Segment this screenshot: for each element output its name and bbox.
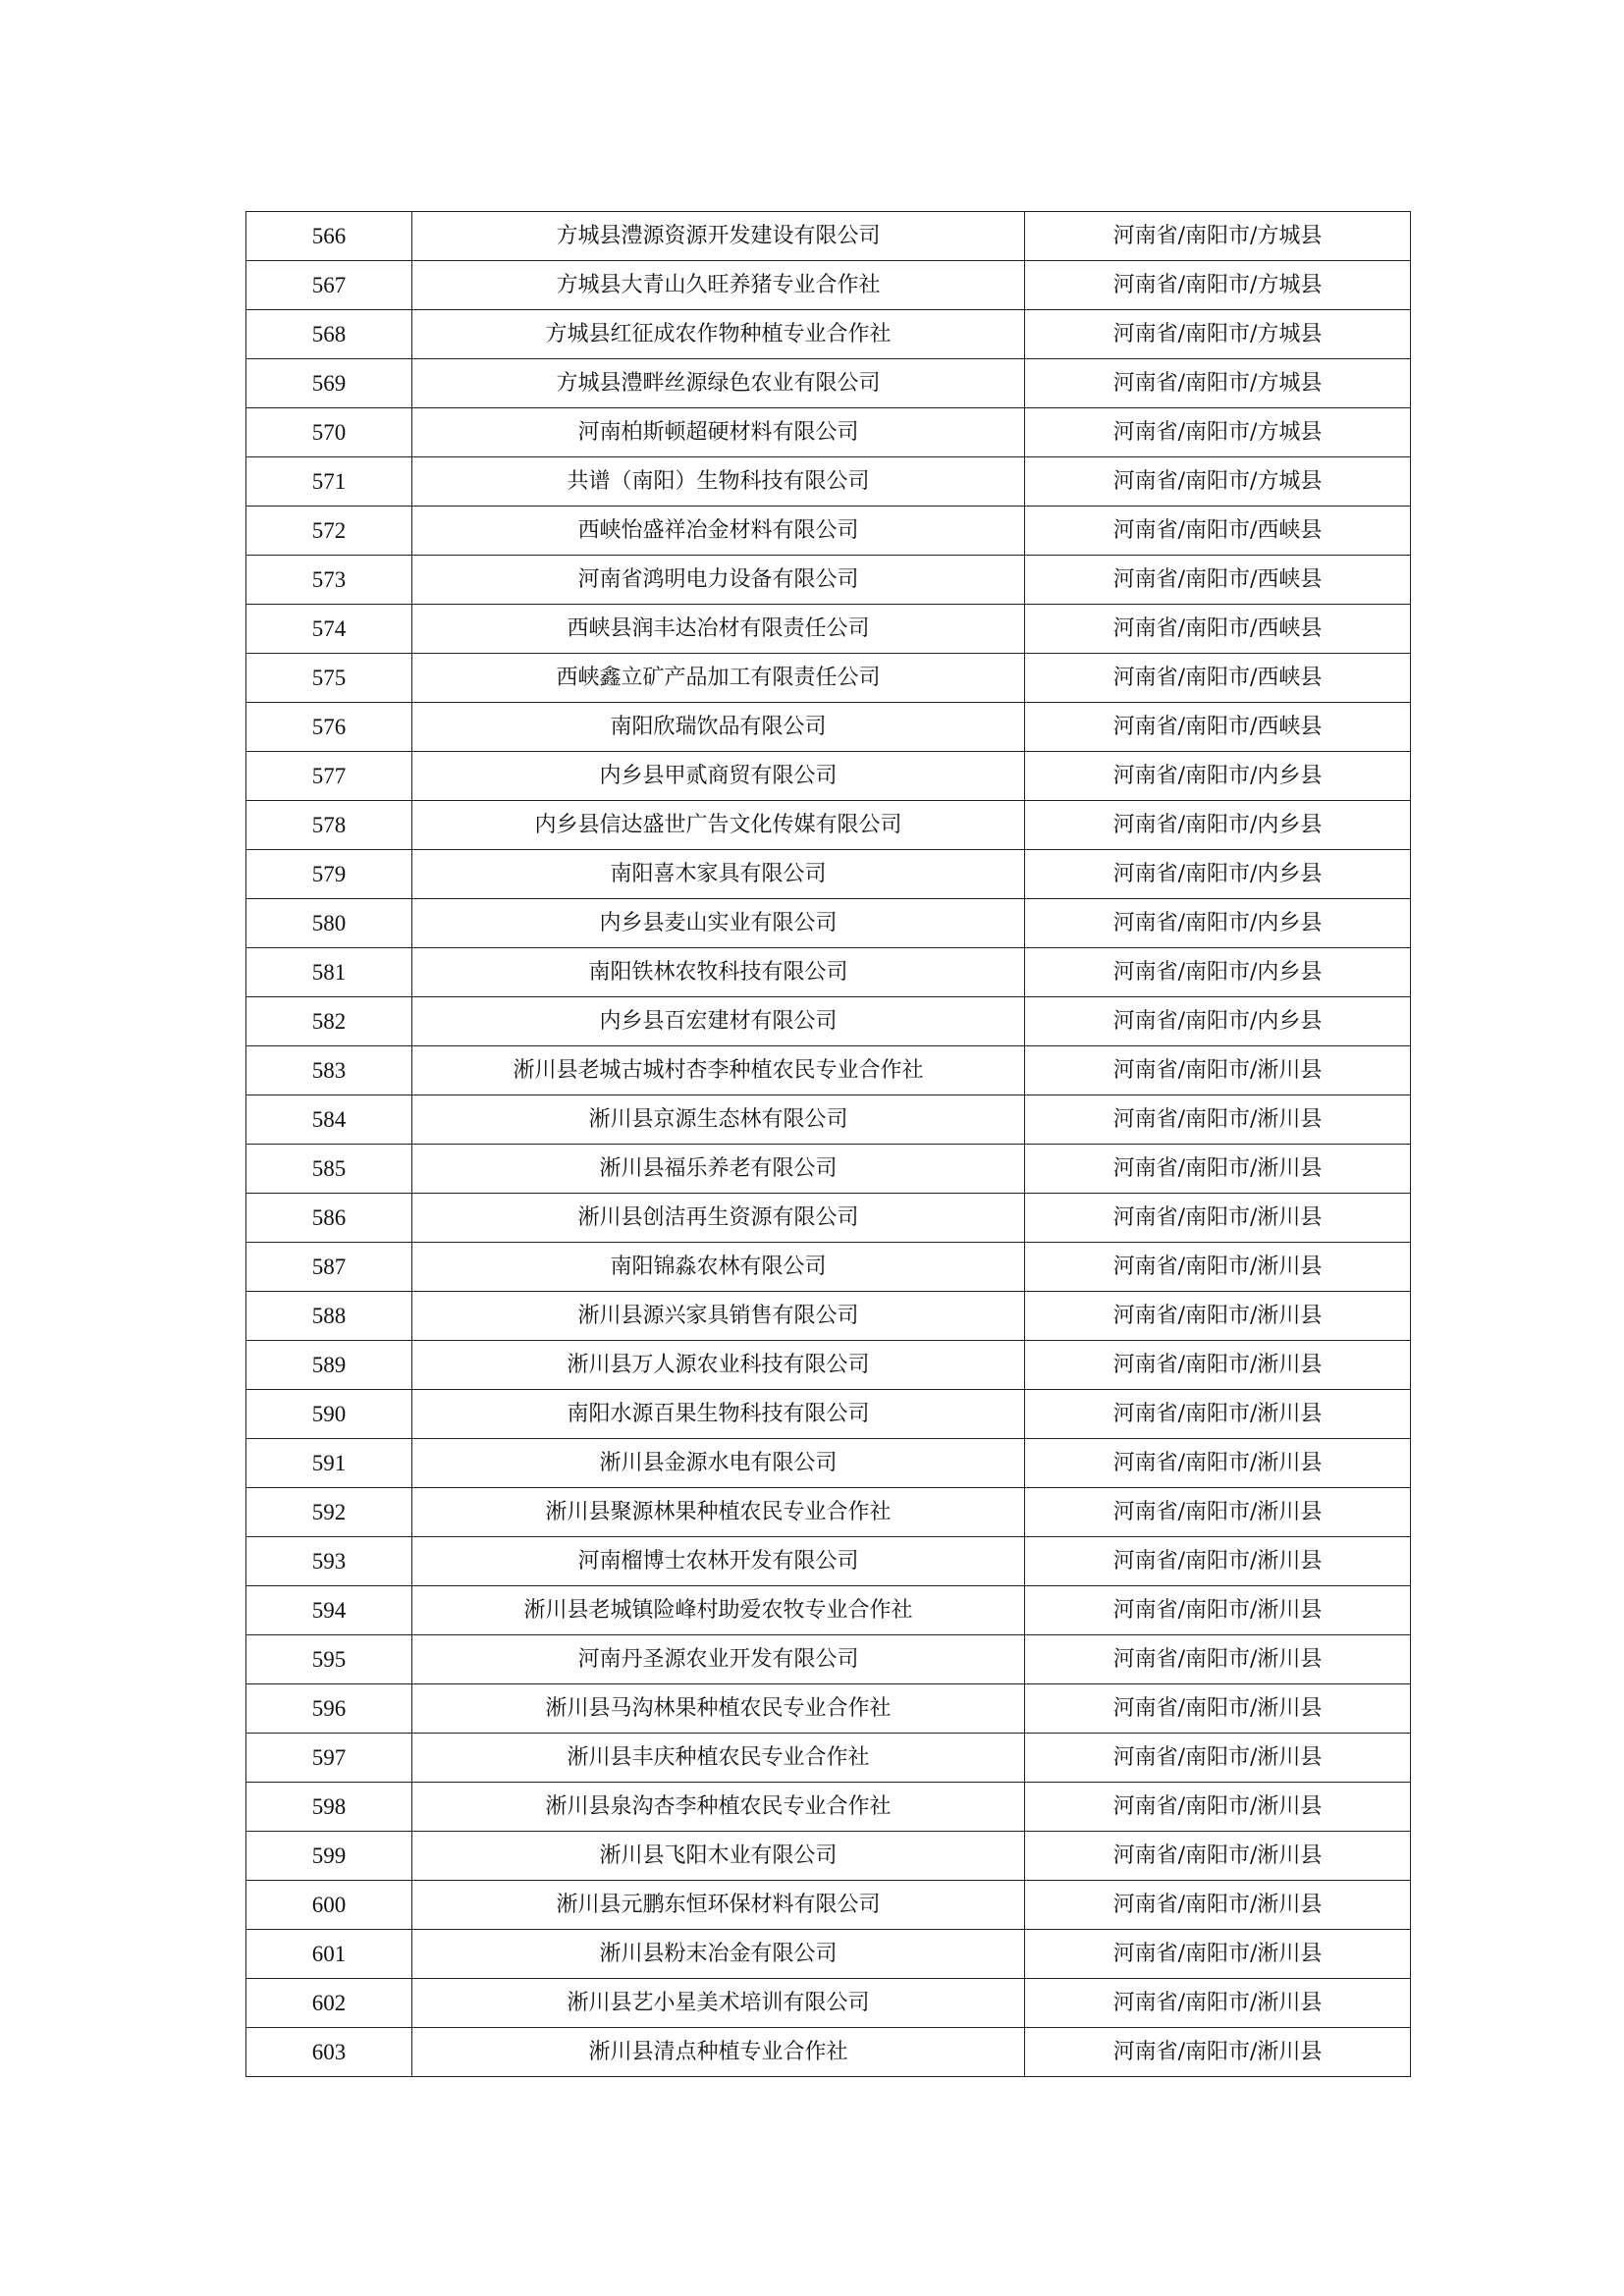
table-row <box>246 261 1411 310</box>
row-number: 575 <box>246 654 412 703</box>
company-name: 共谱（南阳）生物科技有限公司 <box>412 457 1025 507</box>
row-number: 583 <box>246 1046 412 1095</box>
table-row <box>246 1390 1411 1439</box>
region: 河南省/南阳市/淅川县 <box>1025 1635 1411 1684</box>
region: 河南省/南阳市/淅川县 <box>1025 1684 1411 1734</box>
company-name: 淅川县艺小星美术培训有限公司 <box>412 1979 1025 2028</box>
row-number: 595 <box>246 1635 412 1684</box>
row-number: 586 <box>246 1194 412 1243</box>
region: 河南省/南阳市/西峡县 <box>1025 654 1411 703</box>
row-number: 573 <box>246 556 412 605</box>
region: 河南省/南阳市/内乡县 <box>1025 850 1411 899</box>
company-name: 西峡鑫立矿产品加工有限责任公司 <box>412 654 1025 703</box>
table-row <box>246 507 1411 556</box>
company-name: 南阳喜木家具有限公司 <box>412 850 1025 899</box>
row-number: 591 <box>246 1439 412 1488</box>
company-name: 淅川县元鹏东恒环保材料有限公司 <box>412 1881 1025 1930</box>
company-name: 淅川县老城古城村杏李种植农民专业合作社 <box>412 1046 1025 1095</box>
table-row <box>246 1439 1411 1488</box>
row-number: 603 <box>246 2028 412 2077</box>
region: 河南省/南阳市/方城县 <box>1025 310 1411 359</box>
row-number: 599 <box>246 1832 412 1881</box>
company-name: 淅川县创洁再生资源有限公司 <box>412 1194 1025 1243</box>
region: 河南省/南阳市/西峡县 <box>1025 703 1411 752</box>
row-number: 582 <box>246 997 412 1046</box>
region: 河南省/南阳市/淅川县 <box>1025 1979 1411 2028</box>
row-number: 581 <box>246 948 412 997</box>
row-number: 574 <box>246 605 412 654</box>
table-row <box>246 408 1411 457</box>
table-row <box>246 997 1411 1046</box>
region: 河南省/南阳市/内乡县 <box>1025 899 1411 948</box>
company-name: 方城县红征成农作物种植专业合作社 <box>412 310 1025 359</box>
company-name: 方城县澧源资源开发建设有限公司 <box>412 212 1025 261</box>
company-name: 淅川县源兴家具销售有限公司 <box>412 1292 1025 1341</box>
company-name: 西峡怡盛祥冶金材料有限公司 <box>412 507 1025 556</box>
company-name: 淅川县泉沟杏李种植农民专业合作社 <box>412 1783 1025 1832</box>
row-number: 590 <box>246 1390 412 1439</box>
company-name: 南阳水源百果生物科技有限公司 <box>412 1390 1025 1439</box>
table-row <box>246 1095 1411 1145</box>
region: 河南省/南阳市/淅川县 <box>1025 1930 1411 1979</box>
table-body <box>246 212 1411 2077</box>
table-row <box>246 948 1411 997</box>
table-row <box>246 1684 1411 1734</box>
table-row <box>246 605 1411 654</box>
region: 河南省/南阳市/方城县 <box>1025 359 1411 408</box>
table-row <box>246 1243 1411 1292</box>
region: 河南省/南阳市/西峡县 <box>1025 605 1411 654</box>
row-number: 593 <box>246 1537 412 1586</box>
row-number: 584 <box>246 1095 412 1145</box>
row-number: 578 <box>246 801 412 850</box>
company-name: 内乡县百宏建材有限公司 <box>412 997 1025 1046</box>
table-row <box>246 310 1411 359</box>
table-row <box>246 899 1411 948</box>
company-name: 淅川县金源水电有限公司 <box>412 1439 1025 1488</box>
region: 河南省/南阳市/方城县 <box>1025 457 1411 507</box>
row-number: 585 <box>246 1145 412 1194</box>
table-row <box>246 1734 1411 1783</box>
region: 河南省/南阳市/内乡县 <box>1025 997 1411 1046</box>
row-number: 568 <box>246 310 412 359</box>
region: 河南省/南阳市/淅川县 <box>1025 1537 1411 1586</box>
company-name: 内乡县信达盛世广告文化传媒有限公司 <box>412 801 1025 850</box>
company-name: 内乡县麦山实业有限公司 <box>412 899 1025 948</box>
region: 河南省/南阳市/淅川县 <box>1025 1439 1411 1488</box>
region: 河南省/南阳市/淅川县 <box>1025 2028 1411 2077</box>
row-number: 576 <box>246 703 412 752</box>
row-number: 567 <box>246 261 412 310</box>
region: 河南省/南阳市/淅川县 <box>1025 1783 1411 1832</box>
company-name: 方城县大青山久旺养猪专业合作社 <box>412 261 1025 310</box>
row-number: 594 <box>246 1586 412 1635</box>
table-row <box>246 2028 1411 2077</box>
company-name: 淅川县清点种植专业合作社 <box>412 2028 1025 2077</box>
row-number: 589 <box>246 1341 412 1390</box>
row-number: 572 <box>246 507 412 556</box>
region: 河南省/南阳市/淅川县 <box>1025 1488 1411 1537</box>
company-name: 淅川县粉末冶金有限公司 <box>412 1930 1025 1979</box>
table-row <box>246 752 1411 801</box>
region: 河南省/南阳市/淅川县 <box>1025 1832 1411 1881</box>
table-row <box>246 359 1411 408</box>
table-row <box>246 1292 1411 1341</box>
company-name: 方城县澧畔丝源绿色农业有限公司 <box>412 359 1025 408</box>
table-row <box>246 1586 1411 1635</box>
row-number: 571 <box>246 457 412 507</box>
table-row <box>246 1783 1411 1832</box>
region: 河南省/南阳市/西峡县 <box>1025 507 1411 556</box>
company-name: 河南柏斯顿超硬材料有限公司 <box>412 408 1025 457</box>
row-number: 580 <box>246 899 412 948</box>
company-name: 河南丹圣源农业开发有限公司 <box>412 1635 1025 1684</box>
row-number: 600 <box>246 1881 412 1930</box>
company-name: 河南省鸿明电力设备有限公司 <box>412 556 1025 605</box>
table-row <box>246 1046 1411 1095</box>
table-row <box>246 1145 1411 1194</box>
row-number: 596 <box>246 1684 412 1734</box>
company-name: 淅川县万人源农业科技有限公司 <box>412 1341 1025 1390</box>
company-name: 南阳欣瑞饮品有限公司 <box>412 703 1025 752</box>
table-row <box>246 1488 1411 1537</box>
row-number: 566 <box>246 212 412 261</box>
company-name: 淅川县聚源林果种植农民专业合作社 <box>412 1488 1025 1537</box>
table-row <box>246 703 1411 752</box>
table-row <box>246 1832 1411 1881</box>
region: 河南省/南阳市/淅川县 <box>1025 1194 1411 1243</box>
region: 河南省/南阳市/淅川县 <box>1025 1292 1411 1341</box>
region: 河南省/南阳市/西峡县 <box>1025 556 1411 605</box>
company-name: 南阳铁林农牧科技有限公司 <box>412 948 1025 997</box>
region: 河南省/南阳市/淅川县 <box>1025 1046 1411 1095</box>
table-row <box>246 1341 1411 1390</box>
region: 河南省/南阳市/淅川县 <box>1025 1145 1411 1194</box>
region: 河南省/南阳市/淅川县 <box>1025 1586 1411 1635</box>
row-number: 587 <box>246 1243 412 1292</box>
row-number: 579 <box>246 850 412 899</box>
region: 河南省/南阳市/淅川县 <box>1025 1095 1411 1145</box>
company-name: 南阳锦淼农林有限公司 <box>412 1243 1025 1292</box>
row-number: 597 <box>246 1734 412 1783</box>
table-row <box>246 457 1411 507</box>
region: 河南省/南阳市/淅川县 <box>1025 1341 1411 1390</box>
row-number: 570 <box>246 408 412 457</box>
table-row <box>246 801 1411 850</box>
company-name: 淅川县京源生态林有限公司 <box>412 1095 1025 1145</box>
company-name: 淅川县老城镇险峰村助爱农牧专业合作社 <box>412 1586 1025 1635</box>
region: 河南省/南阳市/内乡县 <box>1025 752 1411 801</box>
company-name: 淅川县马沟林果种植农民专业合作社 <box>412 1684 1025 1734</box>
company-list-table <box>245 211 1411 2077</box>
table-row <box>246 1930 1411 1979</box>
row-number: 602 <box>246 1979 412 2028</box>
table-row <box>246 1979 1411 2028</box>
row-number: 601 <box>246 1930 412 1979</box>
company-name: 淅川县丰庆种植农民专业合作社 <box>412 1734 1025 1783</box>
region: 河南省/南阳市/淅川县 <box>1025 1390 1411 1439</box>
row-number: 598 <box>246 1783 412 1832</box>
company-name: 淅川县福乐养老有限公司 <box>412 1145 1025 1194</box>
table-row <box>246 1881 1411 1930</box>
region: 河南省/南阳市/淅川县 <box>1025 1881 1411 1930</box>
region: 河南省/南阳市/方城县 <box>1025 408 1411 457</box>
region: 河南省/南阳市/淅川县 <box>1025 1734 1411 1783</box>
table-row <box>246 850 1411 899</box>
table-row <box>246 212 1411 261</box>
company-name: 内乡县甲贰商贸有限公司 <box>412 752 1025 801</box>
table-row <box>246 654 1411 703</box>
region: 河南省/南阳市/淅川县 <box>1025 1243 1411 1292</box>
row-number: 592 <box>246 1488 412 1537</box>
company-name: 河南榴博士农林开发有限公司 <box>412 1537 1025 1586</box>
company-name: 西峡县润丰达冶材有限责任公司 <box>412 605 1025 654</box>
table-row <box>246 1537 1411 1586</box>
region: 河南省/南阳市/方城县 <box>1025 261 1411 310</box>
region: 河南省/南阳市/方城县 <box>1025 212 1411 261</box>
company-name: 淅川县飞阳木业有限公司 <box>412 1832 1025 1881</box>
row-number: 577 <box>246 752 412 801</box>
row-number: 569 <box>246 359 412 408</box>
table-row <box>246 1194 1411 1243</box>
row-number: 588 <box>246 1292 412 1341</box>
table-row <box>246 1635 1411 1684</box>
table-row <box>246 556 1411 605</box>
region: 河南省/南阳市/内乡县 <box>1025 801 1411 850</box>
region: 河南省/南阳市/内乡县 <box>1025 948 1411 997</box>
